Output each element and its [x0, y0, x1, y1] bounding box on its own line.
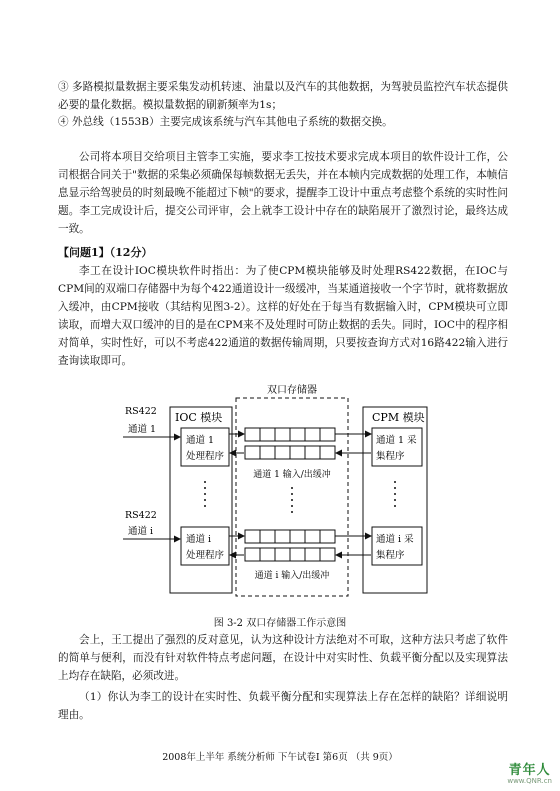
- sub-question-1: （1）你认为李工的设计在实时性、负载平衡分配和实现算法上存在怎样的缺陷？详细说明理由。: [58, 691, 508, 721]
- cpm-ellipsis: [394, 481, 396, 507]
- channel-i-input-label: 通道 i: [128, 526, 154, 537]
- intro-paragraph: 公司将本项目交给项目主管李工实施，要求李工按技术要求完成本项目的软件设计工作，公司根据合同关于"数据的采集必须确保每帧数据无丢失，并在本帧内完成数据的处理工作，本帧信息显示给驾驶员的时刻最晚不能超过下帧"的要求，提醒李工设计中重点考虑整个系统的实时性问题。李工完成设计后，提交公司评审，会上就李工设计中存在的缺陷展开了激烈讨论，最终达成一致。: [58, 151, 508, 235]
- channel-1-buffer-label: 通道 1 输入/出缓冲: [253, 470, 331, 480]
- dpram-label: 双口存储器: [267, 385, 317, 396]
- question-body: 李工在设计IOC模块软件时指出：为了使CPM模块能够及时处理RS422数据，在IOC与CPM间的双端口存储器中为每个422通道设计一级缓冲，当某通道接收一个字节时，就将数据放入缓冲，由CPM接收（其结构见图3-2）。这样的好处在于每当有数据输入时，CPM模块可立即读取，而增大双口缓冲的目的是在CPM来不及处理时可防止数据的丢失。同时，IOC中的程序相对简单，实时性好，可以不考虑422通道的数据传输周期，只要按查询方式对16路422输入进行查询读取即可。: [58, 265, 508, 367]
- buffer-ellipsis: [291, 487, 293, 513]
- after-figure-paragraph: 会上，王工提出了强烈的反对意见，认为这种设计方法绝对不可取，这种方法只考虑了软件的简单与便利，而没有针对软件特点考虑问题，在设计中对实时性、负载平衡分配以及实现算法上均存在缺陷，必须改进。: [58, 634, 508, 682]
- channel-1-input-label: 通道 1: [128, 424, 157, 435]
- logo-url-text: www.QNR.cn: [507, 777, 552, 785]
- cpm-module-label: CPM 模块: [372, 411, 425, 424]
- ioc-channel-1-process-line1: 通道 1: [186, 435, 215, 446]
- cpm-channel-i-process-line2: 集程序: [376, 550, 405, 561]
- cpm-channel-i-process-line1: 通道 i 采: [376, 534, 414, 545]
- list-item-4: ④ 外总线（1553B）主要完成该系统与汽车其他电子系统的数据交换。: [58, 116, 393, 128]
- rs422-top-label: RS422: [125, 406, 157, 417]
- channel-1-buffer: [245, 428, 335, 459]
- list-item-3: ③ 多路模拟量数据主要采集发动机转速、油量以及汽车的其他数据，为驾驶员监控汽车状态提供必要的量化数据。模拟量数据的刷新频率为1s；: [58, 81, 508, 111]
- page-footer: 2008年上半年 系统分析师 下午试卷Ⅰ 第6页 （共 9页）: [162, 752, 398, 763]
- ioc-channel-i-process-line2: 处理程序: [186, 550, 225, 561]
- ioc-module-label: IOC 模块: [175, 411, 223, 424]
- channel-i-buffer-label: 通道 i 输入/出缓冲: [254, 571, 330, 581]
- ioc-channel-i-process-line1: 通道 i: [186, 534, 212, 545]
- channel-i-buffer: [245, 530, 335, 561]
- figure-caption: 图 3-2 双口存储器工作示意图: [213, 618, 347, 629]
- rs422-bottom-label: RS422: [125, 510, 157, 521]
- cpm-channel-1-process-line1: 通道 1 采: [376, 435, 417, 446]
- ioc-ellipsis: [204, 481, 206, 507]
- ioc-channel-1-process-line2: 处理程序: [186, 451, 225, 462]
- cpm-channel-1-process-line2: 集程序: [376, 451, 405, 462]
- question-heading: 【问题1】（12分）: [58, 246, 153, 259]
- logo-chinese-text: 青年人: [508, 763, 551, 778]
